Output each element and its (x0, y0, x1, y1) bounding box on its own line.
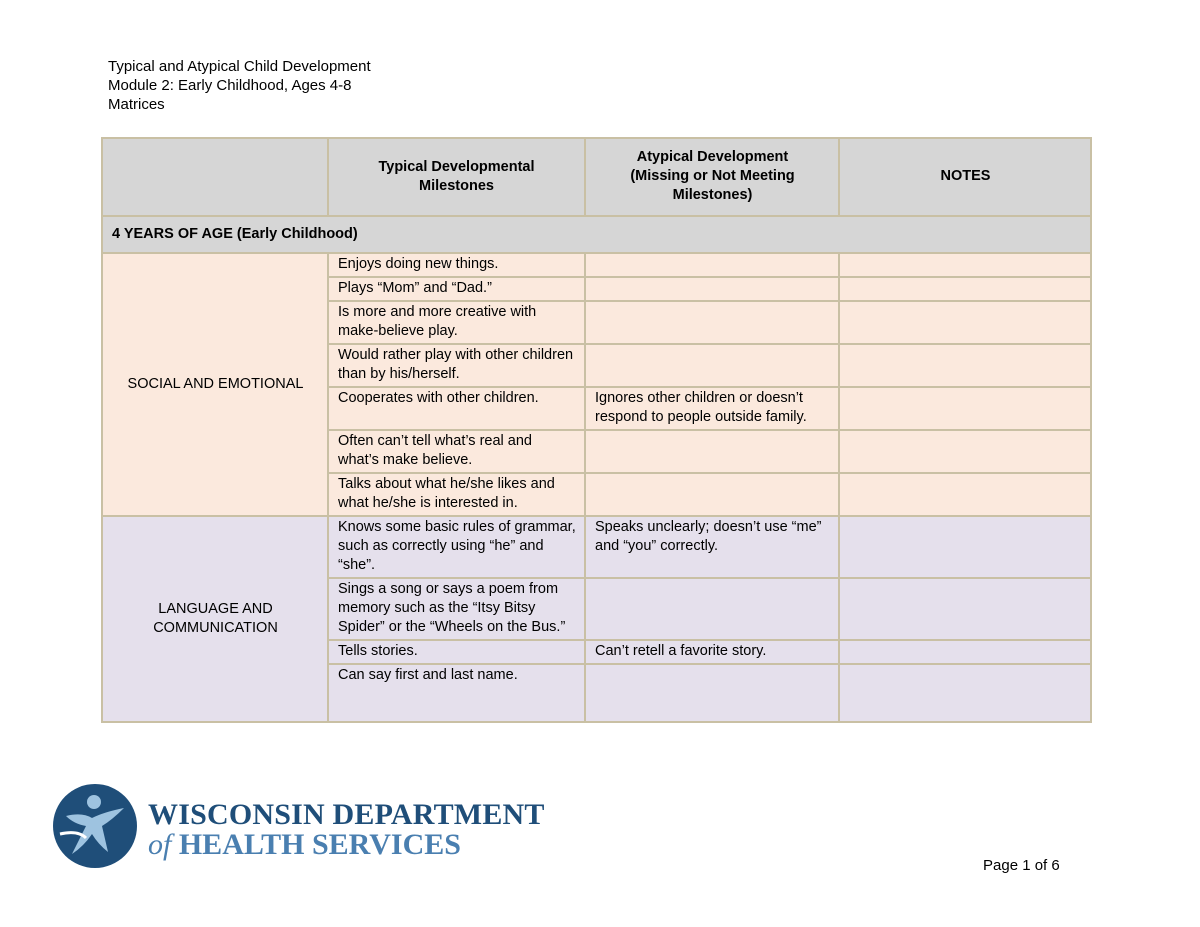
notes-cell (839, 301, 1091, 344)
typical-cell: Would rather play with other children than by his/herself. (328, 344, 585, 387)
typical-cell: Cooperates with other children. (328, 387, 585, 430)
atypical-cell (585, 664, 839, 722)
logo-text-hs: HEALTH SERVICES (178, 828, 461, 861)
page-number: Page 1 of 6 (983, 857, 1060, 874)
atypical-cell (585, 578, 839, 640)
atypical-cell (585, 473, 839, 516)
logo-text-health-services (148, 828, 461, 862)
notes-cell (839, 516, 1091, 578)
age-heading-row (102, 216, 1091, 253)
header-subtitle: Matrices (108, 96, 165, 113)
header-module: Module 2: Early Childhood, Ages 4-8 (108, 77, 352, 94)
table-row (102, 253, 1091, 277)
notes-cell (839, 430, 1091, 473)
atypical-cell (585, 277, 839, 301)
notes-cell (839, 640, 1091, 664)
typical-cell: Enjoys doing new things. (328, 253, 585, 277)
atypical-cell (585, 430, 839, 473)
atypical-cell: Can’t retell a favorite story. (585, 640, 839, 664)
notes-cell (839, 473, 1091, 516)
notes-cell (839, 253, 1091, 277)
typical-cell: Is more and more creative with make-believe play. (328, 301, 585, 344)
table-row (102, 516, 1091, 578)
typical-cell: Sings a song or says a poem from memory such as the “Itsy Bitsy Spider” or the “Wheels on the Bus.” (328, 578, 585, 640)
column-header-atypical-sub: (Missing or Not Meeting Milestones) (630, 168, 795, 203)
column-header-row (102, 138, 1091, 216)
notes-cell (839, 578, 1091, 640)
column-header-atypical-title: Atypical Development (636, 149, 789, 165)
domain-language-label: LANGUAGE AND COMMUNICATION (153, 600, 278, 636)
atypical-cell (585, 344, 839, 387)
typical-cell: Tells stories. (328, 640, 585, 664)
domain-language-communication (102, 516, 328, 722)
domain-social-emotional: SOCIAL AND EMOTIONAL (102, 253, 328, 516)
atypical-cell: Speaks unclearly; doesn’t use “me” and “you” correctly. (585, 516, 839, 578)
typical-cell: Knows some basic rules of grammar, such as correctly using “he” and “she”. (328, 516, 585, 578)
typical-cell: Often can’t tell what’s real and what’s make believe. (328, 430, 585, 473)
column-header-typical: Typical Developmental Milestones (328, 138, 585, 216)
column-header-domain (102, 138, 328, 216)
typical-cell: Plays “Mom” and “Dad.” (328, 277, 585, 301)
atypical-cell (585, 253, 839, 277)
notes-cell (839, 664, 1091, 722)
typical-cell: Can say first and last name. (328, 664, 585, 722)
notes-cell (839, 277, 1091, 301)
atypical-cell: Ignores other children or doesn’t respond to people outside family. (585, 387, 839, 430)
age-heading: 4 YEARS OF AGE (Early Childhood) (102, 216, 1091, 253)
header-title: Typical and Atypical Child Development (108, 58, 371, 75)
document-header (108, 57, 371, 114)
notes-cell (839, 344, 1091, 387)
logo-text-department: WISCONSIN DEPARTMENT (148, 798, 545, 831)
milestones-matrix (101, 137, 1092, 723)
column-header-atypical (585, 138, 839, 216)
column-header-notes: NOTES (839, 138, 1091, 216)
logo-text-of: of (148, 828, 172, 861)
notes-cell (839, 387, 1091, 430)
typical-cell: Talks about what he/she likes and what he/she is interested in. (328, 473, 585, 516)
atypical-cell (585, 301, 839, 344)
